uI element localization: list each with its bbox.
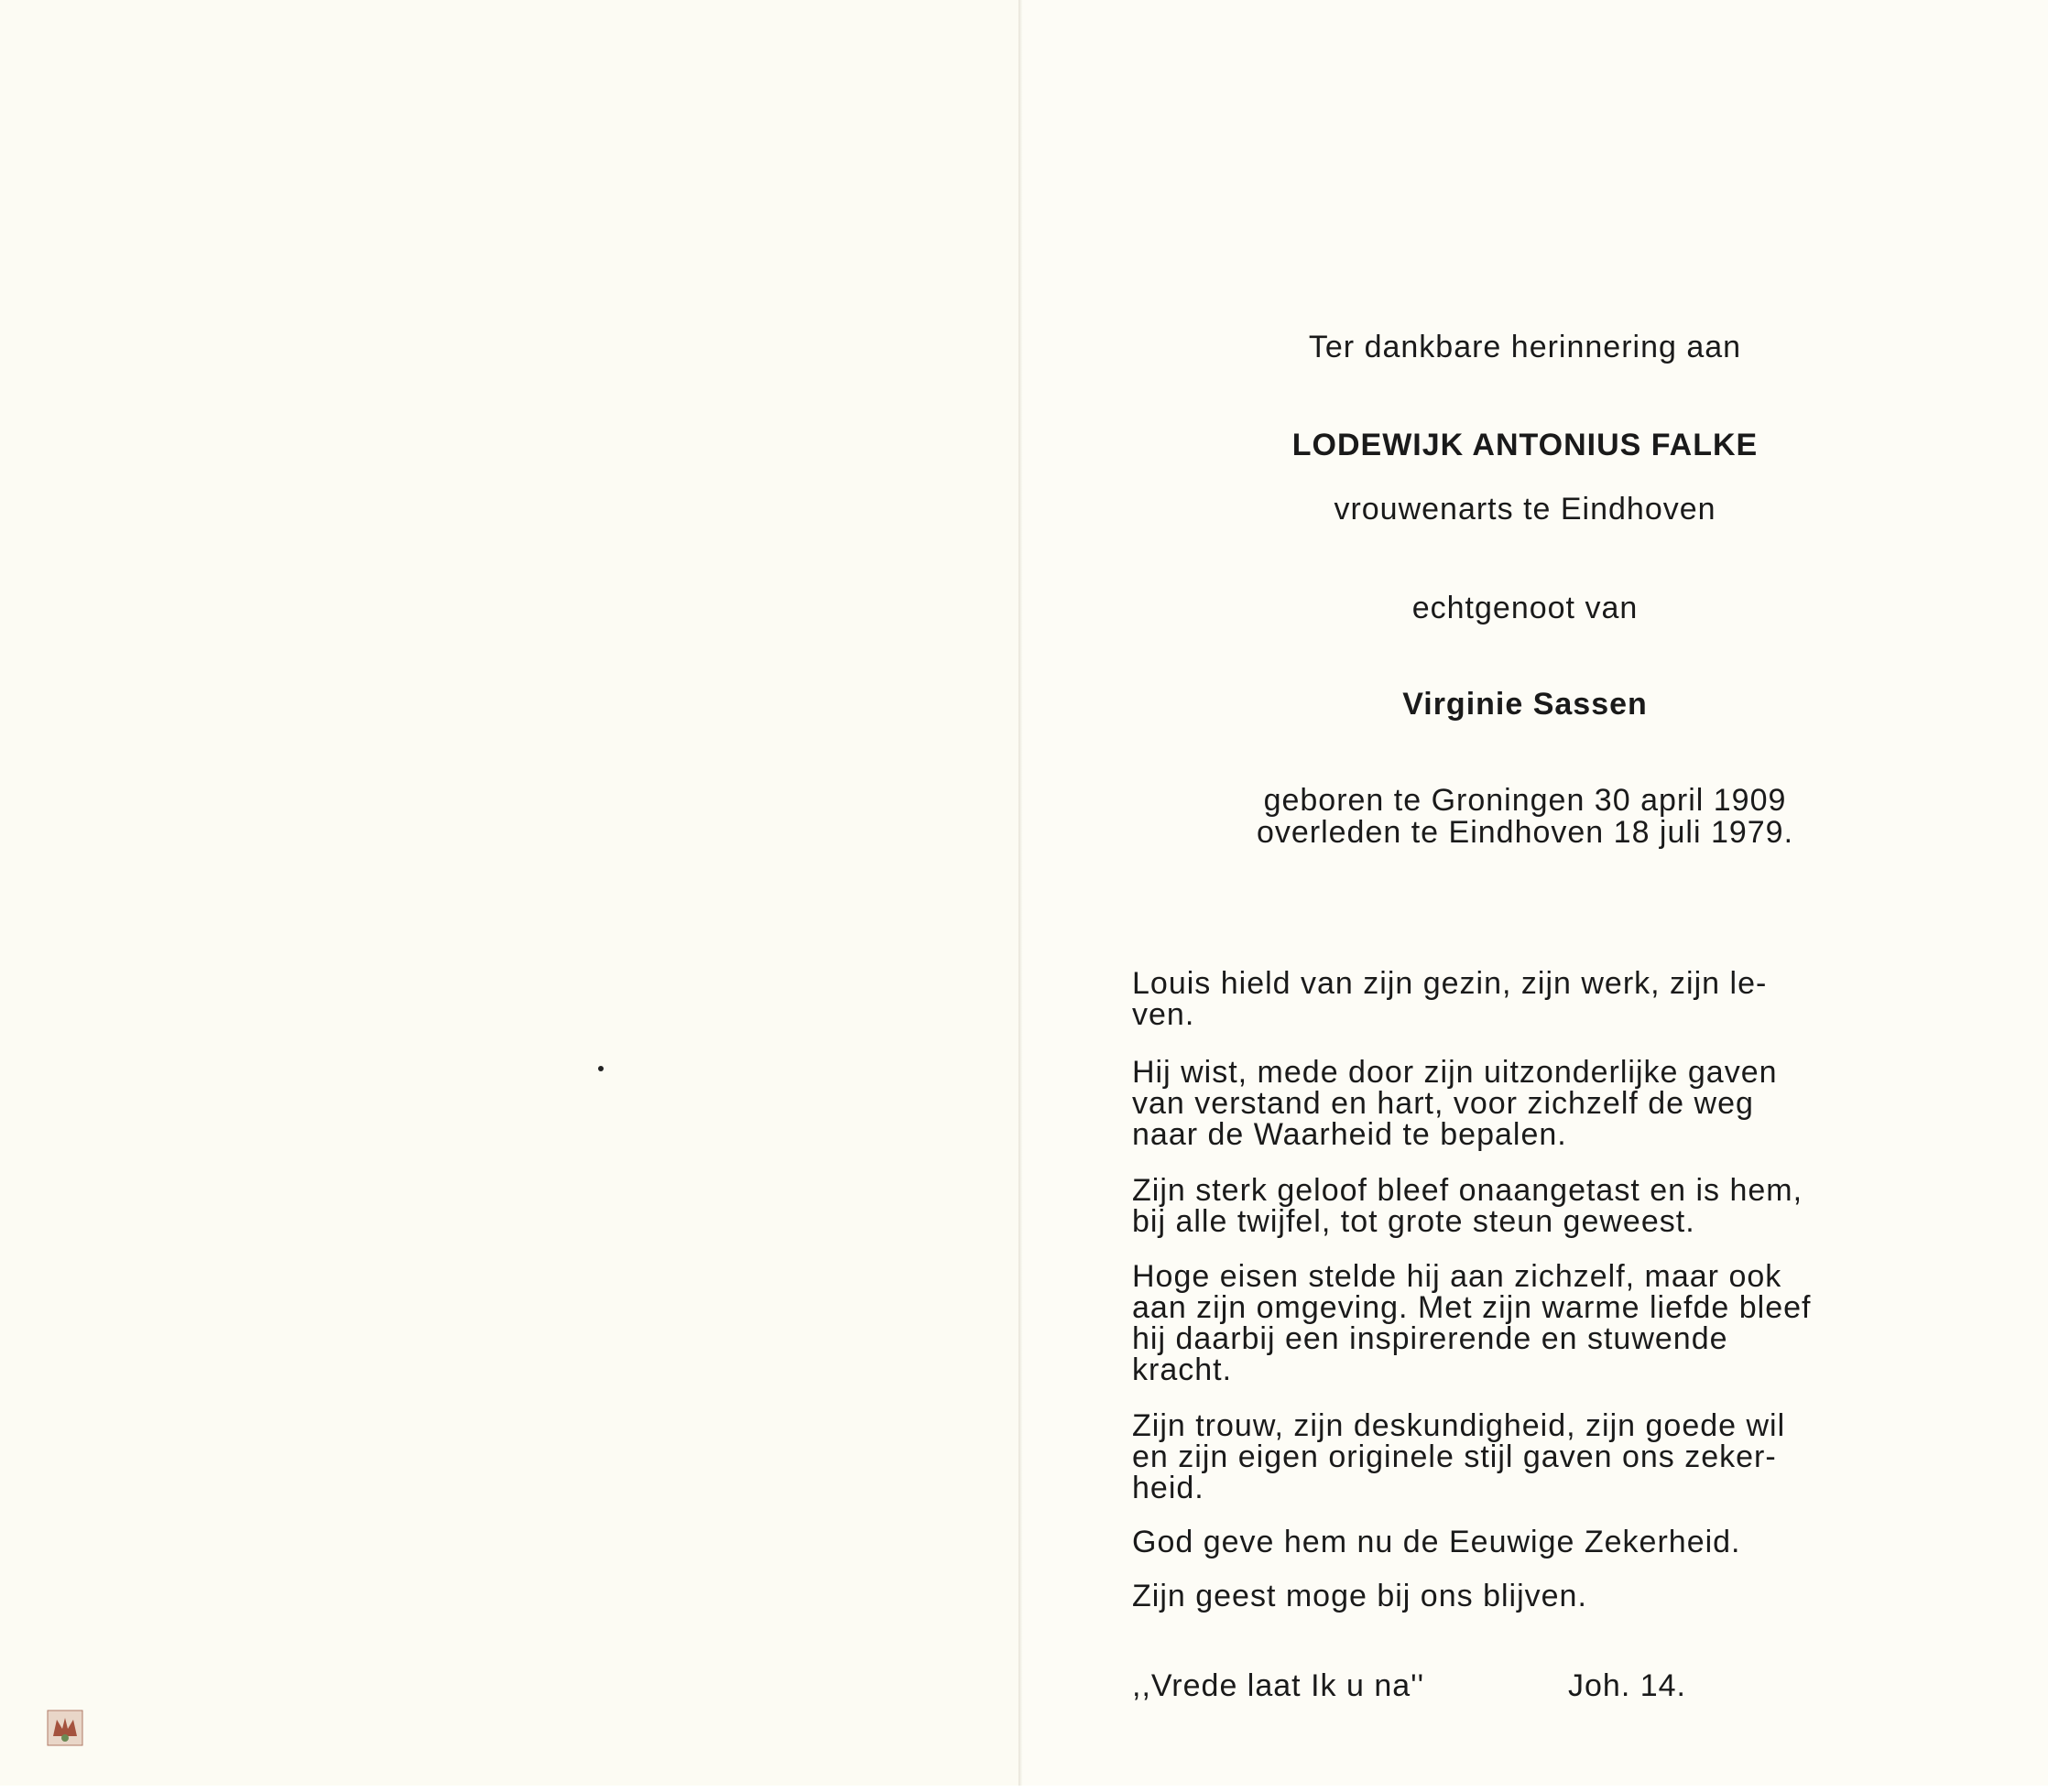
line: en zijn eigen originele stijl gaven ons zeker-: [1132, 1439, 1777, 1474]
archive-stamp-icon: [46, 1709, 84, 1747]
line: Zijn sterk geloof bleef onaangetast en is hem,: [1132, 1173, 1803, 1208]
line: heid.: [1132, 1471, 1204, 1505]
line: Zijn trouw, zijn deskundigheid, zijn goede wil: [1132, 1408, 1786, 1443]
line: naar de Waarheid te bepalen.: [1132, 1117, 1567, 1152]
para-2: [1132, 1057, 1922, 1150]
para-5: [1132, 1410, 1922, 1504]
intro-text: Ter dankbare herinnering aan: [1308, 330, 1742, 364]
scan-border: [0, 1786, 2048, 1792]
deceased-name: LODEWIJK ANTONIUS FALKE: [1291, 428, 1759, 462]
line: Hoge eisen stelde hij aan zichzelf, maar ook: [1132, 1259, 1782, 1294]
quote-reference: Joh. 14.: [1568, 1668, 1686, 1703]
left-panel-blank: [0, 0, 1019, 1786]
line: hij daarbij een inspirerende en stuwende: [1132, 1321, 1728, 1356]
line: van verstand en hart, voor zichzelf de weg: [1132, 1086, 1754, 1121]
para-7: [1132, 1580, 1922, 1612]
line: God geve hem nu de Eeuwige Zekerheid.: [1132, 1525, 1741, 1559]
line: ven.: [1132, 997, 1195, 1032]
closing-quote: ,,Vrede laat Ik u na'': [1132, 1668, 1425, 1703]
para-1: [1132, 968, 1922, 1030]
line: bij alle twijfel, tot grote steun geweest.: [1132, 1204, 1695, 1239]
death-line: overleden te Eindhoven 18 juli 1979.: [1256, 815, 1794, 850]
profession: vrouwenarts te Eindhoven: [1334, 492, 1716, 527]
para-6: [1132, 1526, 1922, 1558]
spouse-intro: echtgenoot van: [1411, 591, 1639, 625]
line: aan zijn omgeving. Met zijn warme liefde bleef: [1132, 1290, 1812, 1325]
line: Hij wist, mede door zijn uitzonderlijke gaven: [1132, 1055, 1778, 1090]
line: Louis hield van zijn gezin, zijn werk, zijn le-: [1132, 966, 1768, 1001]
birth-line: geboren te Groningen 30 april 1909: [1263, 783, 1787, 818]
ink-speck: [598, 1066, 604, 1071]
spouse-name: Virginie Sassen: [1402, 687, 1648, 722]
line: kracht.: [1132, 1352, 1233, 1387]
line: Zijn geest moge bij ons blijven.: [1132, 1579, 1587, 1613]
para-3: [1132, 1175, 1922, 1237]
right-panel: [1022, 0, 2048, 1786]
para-4: [1132, 1261, 1922, 1385]
